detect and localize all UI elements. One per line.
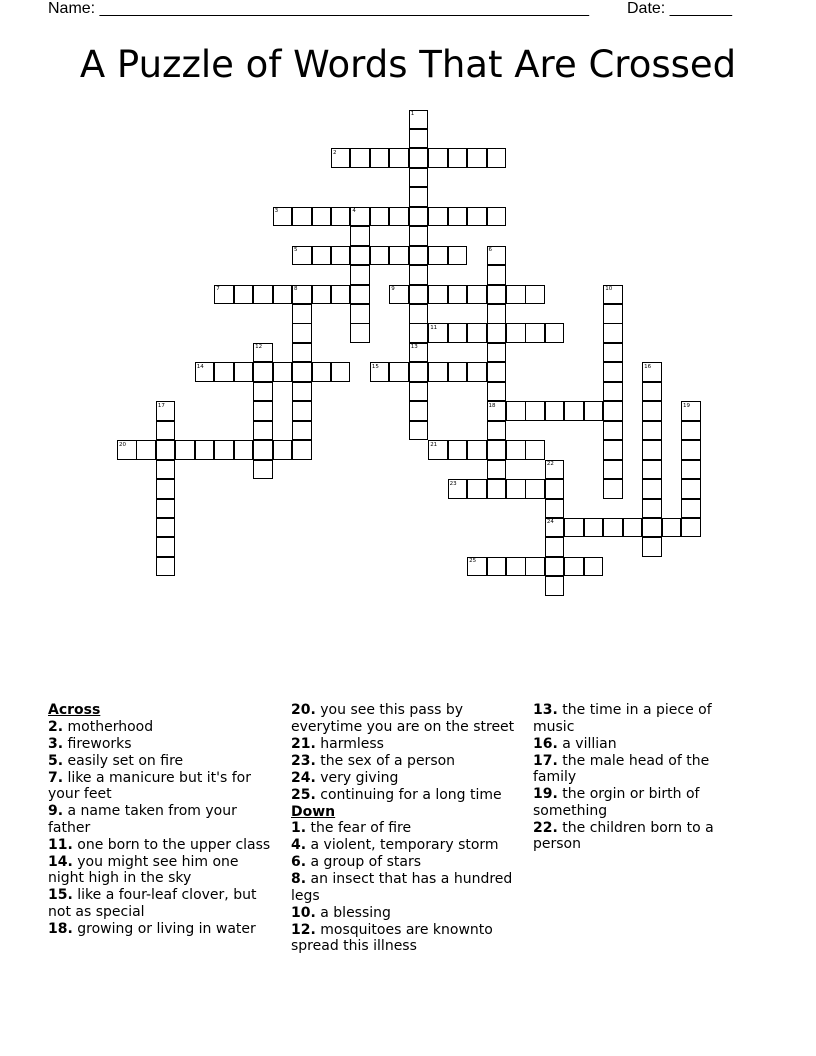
clue-number: 24. <box>291 769 316 786</box>
grid-cell[interactable] <box>253 362 273 382</box>
grid-cell[interactable] <box>409 401 429 421</box>
grid-cell[interactable] <box>273 362 293 382</box>
grid-cell[interactable] <box>448 323 468 343</box>
grid-cell[interactable] <box>409 265 429 285</box>
grid-cell[interactable] <box>506 557 526 577</box>
grid-cell[interactable] <box>603 460 623 480</box>
grid-cell[interactable] <box>603 401 623 421</box>
clue-number-label: 23 <box>449 480 457 487</box>
grid-cell[interactable] <box>603 382 623 402</box>
grid-cell[interactable] <box>292 343 312 363</box>
grid-cell[interactable] <box>642 460 662 480</box>
section-heading: Across <box>48 702 101 718</box>
clue-number-label: 11 <box>430 324 438 331</box>
grid-cell[interactable] <box>603 518 623 538</box>
grid-cell[interactable] <box>545 323 565 343</box>
clue-number: 12. <box>291 921 316 938</box>
clue-number: 1. <box>291 820 307 836</box>
grid-cell[interactable] <box>487 207 507 227</box>
grid-cell[interactable] <box>603 323 623 343</box>
grid-cell[interactable] <box>603 343 623 363</box>
clue-item <box>291 770 527 787</box>
grid-cell[interactable] <box>156 537 176 557</box>
clue-column-1 <box>48 702 276 938</box>
grid-cell[interactable] <box>389 148 409 168</box>
grid-cell[interactable] <box>409 207 429 227</box>
clue-text: one born to the upper class <box>77 836 271 853</box>
grid-cell[interactable] <box>545 557 565 577</box>
grid-cell[interactable] <box>545 499 565 519</box>
clue-number: 13. <box>533 702 558 718</box>
clue-number: 4. <box>291 837 307 853</box>
grid-cell[interactable] <box>603 440 623 460</box>
grid-cell[interactable] <box>525 285 545 305</box>
grid-cell[interactable] <box>370 207 390 227</box>
grid-cell[interactable] <box>214 440 234 460</box>
grid-cell[interactable] <box>292 304 312 324</box>
clue-item <box>48 887 276 920</box>
clue-number-label: 22 <box>546 461 554 468</box>
clue-text: like a four-leaf clover, but not as special <box>48 887 257 920</box>
clue-text: a name taken from your father <box>48 803 237 836</box>
clue-number: 18. <box>48 920 73 937</box>
clue-number-label: 12 <box>255 344 263 351</box>
clue-text: like a manicure but it's for your feet <box>48 769 251 802</box>
clue-number: 8. <box>291 871 307 887</box>
grid-cell[interactable] <box>487 343 507 363</box>
grid-cell[interactable] <box>525 479 545 499</box>
clue-number-label: 4 <box>352 208 356 215</box>
clue-number-label: 9 <box>391 286 395 293</box>
grid-cell[interactable] <box>487 304 507 324</box>
grid-cell[interactable] <box>350 246 370 266</box>
grid-cell[interactable] <box>603 362 623 382</box>
grid-cell[interactable] <box>681 440 701 460</box>
grid-cell[interactable] <box>428 148 448 168</box>
grid-cell[interactable] <box>584 401 604 421</box>
clue-item <box>291 837 527 854</box>
grid-cell[interactable] <box>331 207 351 227</box>
clue-number-label: 25 <box>469 558 477 565</box>
grid-cell[interactable] <box>506 285 526 305</box>
clue-number: 5. <box>48 752 64 769</box>
grid-cell[interactable] <box>370 148 390 168</box>
clue-text: motherhood <box>67 718 154 735</box>
grid-cell[interactable] <box>564 518 584 538</box>
clue-text: you might see him one night high in the sky <box>48 853 239 886</box>
grid-cell[interactable] <box>331 362 351 382</box>
clue-number: 19. <box>533 786 558 802</box>
grid-cell[interactable] <box>662 518 682 538</box>
grid-cell[interactable] <box>545 576 565 596</box>
clue-number-label: 24 <box>546 519 554 526</box>
grid-cell[interactable] <box>506 479 526 499</box>
grid-cell[interactable] <box>253 460 273 480</box>
grid-cell[interactable] <box>525 401 545 421</box>
grid-cell[interactable] <box>623 518 643 538</box>
grid-cell[interactable] <box>409 246 429 266</box>
grid-cell[interactable] <box>506 323 526 343</box>
clue-number: 22. <box>533 819 558 836</box>
clue-number: 17. <box>533 752 558 769</box>
grid-cell[interactable] <box>370 246 390 266</box>
grid-cell[interactable] <box>409 148 429 168</box>
clue-text: the time in a piece of music <box>533 702 712 735</box>
clue-item <box>291 736 527 753</box>
grid-cell[interactable] <box>428 207 448 227</box>
grid-cell[interactable] <box>642 440 662 460</box>
grid-cell[interactable] <box>292 382 312 402</box>
grid-cell[interactable] <box>487 382 507 402</box>
clue-text: harmless <box>320 735 384 752</box>
grid-cell[interactable] <box>331 246 351 266</box>
clue-number: 2. <box>48 718 64 735</box>
clue-column-2 <box>291 702 527 955</box>
grid-cell[interactable] <box>448 207 468 227</box>
grid-cell[interactable] <box>292 207 312 227</box>
name-field-line: Name: _______________________________________________________ <box>48 0 589 17</box>
grid-cell[interactable] <box>545 537 565 557</box>
grid-cell[interactable] <box>487 323 507 343</box>
grid-cell[interactable] <box>428 246 448 266</box>
grid-cell[interactable] <box>350 148 370 168</box>
clue-item <box>48 854 276 887</box>
grid-cell[interactable] <box>642 382 662 402</box>
clue-number-label: 17 <box>157 402 165 409</box>
grid-cell[interactable] <box>506 401 526 421</box>
clue-item <box>291 905 527 922</box>
grid-cell[interactable] <box>487 460 507 480</box>
grid-cell[interactable] <box>389 362 409 382</box>
clue-number: 6. <box>291 854 307 870</box>
clue-number-label: 2 <box>332 149 337 156</box>
grid-cell[interactable] <box>564 401 584 421</box>
clue-text: fireworks <box>67 735 132 752</box>
grid-cell[interactable] <box>312 362 332 382</box>
grid-cell[interactable] <box>156 440 176 460</box>
clue-item <box>291 871 527 904</box>
clue-number: 20. <box>291 702 316 718</box>
grid-cell[interactable] <box>642 401 662 421</box>
grid-cell[interactable] <box>467 323 487 343</box>
clue-number: 3. <box>48 735 64 752</box>
clue-item <box>291 922 527 955</box>
grid-cell[interactable] <box>428 285 448 305</box>
grid-cell[interactable] <box>409 129 429 149</box>
grid-cell[interactable] <box>642 537 662 557</box>
clue-text: the male head of the family <box>533 752 710 785</box>
grid-cell[interactable] <box>350 323 370 343</box>
grid-cell[interactable] <box>350 285 370 305</box>
grid-cell[interactable] <box>253 401 273 421</box>
grid-cell[interactable] <box>467 148 487 168</box>
grid-cell[interactable] <box>487 421 507 441</box>
clue-text: very giving <box>320 769 399 786</box>
clue-number: 23. <box>291 752 316 769</box>
section-heading: Down <box>291 803 336 820</box>
grid-cell[interactable] <box>156 557 176 577</box>
grid-cell[interactable] <box>467 207 487 227</box>
clue-number: 15. <box>48 887 73 903</box>
grid-cell[interactable] <box>584 518 604 538</box>
grid-cell[interactable] <box>292 440 312 460</box>
grid-cell[interactable] <box>350 265 370 285</box>
grid-cell[interactable] <box>642 499 662 519</box>
clue-text: the fear of fire <box>310 820 412 836</box>
grid-cell[interactable] <box>681 421 701 441</box>
grid-cell[interactable] <box>273 440 293 460</box>
grid-cell[interactable] <box>273 285 293 305</box>
grid-cell[interactable] <box>409 382 429 402</box>
grid-cell[interactable] <box>506 440 526 460</box>
clue-number-label: 1 <box>410 111 415 117</box>
clue-number: 7. <box>48 769 64 786</box>
grid-cell[interactable] <box>409 285 429 305</box>
clue-number-label: 16 <box>644 363 652 370</box>
clue-item <box>533 786 733 819</box>
grid-cell[interactable] <box>234 285 254 305</box>
grid-cell[interactable] <box>389 207 409 227</box>
clue-text: growing or living in water <box>77 920 256 937</box>
grid-cell[interactable] <box>253 285 273 305</box>
grid-cell[interactable] <box>409 304 429 324</box>
clue-text: a violent, temporary storm <box>310 837 499 853</box>
grid-cell[interactable] <box>409 226 429 246</box>
grid-cell[interactable] <box>584 557 604 577</box>
grid-cell[interactable] <box>312 207 332 227</box>
grid-cell[interactable] <box>292 421 312 441</box>
clue-number: 21. <box>291 735 316 752</box>
clue-item <box>291 787 527 804</box>
grid-cell[interactable] <box>292 401 312 421</box>
grid-cell[interactable] <box>156 518 176 538</box>
clue-number-label: 10 <box>605 286 613 293</box>
clue-number: 25. <box>291 786 316 803</box>
clue-number-label: 5 <box>294 247 298 254</box>
grid-cell[interactable] <box>136 440 156 460</box>
grid-cell[interactable] <box>234 440 254 460</box>
clue-item <box>291 702 527 735</box>
grid-cell[interactable] <box>487 265 507 285</box>
clue-text: a villian <box>562 735 617 752</box>
grid-cell[interactable] <box>409 323 429 343</box>
grid-cell[interactable] <box>195 440 215 460</box>
grid-cell[interactable] <box>409 187 429 207</box>
grid-cell[interactable] <box>467 362 487 382</box>
grid-cell[interactable] <box>681 460 701 480</box>
grid-cell[interactable] <box>545 401 565 421</box>
clue-number: 9. <box>48 803 64 819</box>
clue-number-label: 6 <box>488 247 493 254</box>
grid-cell[interactable] <box>681 479 701 499</box>
clue-text: the children born to a person <box>533 819 714 852</box>
grid-cell[interactable] <box>564 557 584 577</box>
grid-cell[interactable] <box>525 557 545 577</box>
clue-number: 16. <box>533 735 558 752</box>
grid-cell[interactable] <box>448 246 468 266</box>
grid-cell[interactable] <box>681 499 701 519</box>
clue-text: the sex of a person <box>320 752 456 769</box>
grid-cell[interactable] <box>389 246 409 266</box>
grid-cell[interactable] <box>487 285 507 305</box>
clue-number-label: 21 <box>430 441 438 448</box>
grid-cell[interactable] <box>603 421 623 441</box>
clue-number: 14. <box>48 853 73 870</box>
clue-item <box>291 753 527 770</box>
clue-text: a group of stars <box>310 854 422 870</box>
grid-cell[interactable] <box>292 323 312 343</box>
grid-cell[interactable] <box>312 285 332 305</box>
grid-cell[interactable] <box>681 518 701 538</box>
clue-text: you see this pass by everytime you are on the street <box>291 702 515 735</box>
grid-cell[interactable] <box>642 421 662 441</box>
grid-cell[interactable] <box>467 440 487 460</box>
grid-cell[interactable] <box>525 440 545 460</box>
grid-cell[interactable] <box>467 479 487 499</box>
grid-cell[interactable] <box>467 285 487 305</box>
grid-cell[interactable] <box>214 362 234 382</box>
grid-cell[interactable] <box>234 362 254 382</box>
clue-column-3 <box>533 702 733 853</box>
clue-item <box>533 820 733 853</box>
grid-cell[interactable] <box>448 440 468 460</box>
grid-cell[interactable] <box>331 285 351 305</box>
grid-cell[interactable] <box>350 304 370 324</box>
grid-cell[interactable] <box>642 479 662 499</box>
clue-text: easily set on fire <box>67 752 184 769</box>
clue-number-label: 18 <box>488 402 496 409</box>
grid-cell[interactable] <box>545 479 565 499</box>
clue-item <box>48 770 276 803</box>
grid-cell[interactable] <box>175 440 195 460</box>
clue-number-label: 20 <box>119 441 126 448</box>
grid-cell[interactable] <box>312 246 332 266</box>
clue-number-label: 8 <box>294 286 298 293</box>
grid-cell[interactable] <box>409 421 429 441</box>
grid-cell[interactable] <box>409 362 429 382</box>
clue-item <box>48 719 276 736</box>
grid-cell[interactable] <box>253 421 273 441</box>
grid-cell[interactable] <box>487 557 507 577</box>
grid-cell[interactable] <box>409 168 429 188</box>
clue-number-label: 7 <box>216 286 220 293</box>
grid-cell[interactable] <box>603 479 623 499</box>
clue-item <box>533 753 733 786</box>
grid-cell[interactable] <box>448 148 468 168</box>
grid-cell[interactable] <box>448 285 468 305</box>
clue-item <box>533 736 733 753</box>
clue-text: an insect that has a hundred legs <box>291 871 513 904</box>
clue-number-label: 19 <box>683 402 691 409</box>
grid-cell[interactable] <box>642 518 662 538</box>
grid-cell[interactable] <box>487 148 507 168</box>
grid-cell[interactable] <box>487 479 507 499</box>
grid-cell[interactable] <box>603 304 623 324</box>
clue-number-label: 14 <box>196 363 204 370</box>
grid-cell[interactable] <box>156 479 176 499</box>
grid-cell[interactable] <box>253 440 273 460</box>
date-field-line: Date: _______ <box>627 0 732 17</box>
clue-text: a blessing <box>320 904 391 921</box>
clue-number: 10. <box>291 904 316 921</box>
clue-number-label: 13 <box>410 344 418 351</box>
grid-cell[interactable] <box>428 362 448 382</box>
clue-item <box>533 702 733 735</box>
clue-number-label: 15 <box>371 363 379 370</box>
grid-cell[interactable] <box>448 362 468 382</box>
grid-cell[interactable] <box>156 421 176 441</box>
clue-number: 11. <box>48 836 73 853</box>
clue-item <box>291 820 527 837</box>
clue-text: continuing for a long time <box>320 786 502 803</box>
grid-cell[interactable] <box>253 382 273 402</box>
page-title: A Puzzle of Words That Are Crossed <box>79 43 737 86</box>
grid-cell[interactable] <box>525 323 545 343</box>
grid-cell[interactable] <box>292 362 312 382</box>
clue-item <box>291 854 527 871</box>
clue-item <box>48 803 276 836</box>
clue-number-label: 3 <box>274 208 279 215</box>
grid-cell[interactable] <box>487 362 507 382</box>
clue-item <box>48 837 276 854</box>
grid-cell[interactable] <box>487 440 507 460</box>
clue-item <box>48 753 276 770</box>
clue-item <box>48 736 276 753</box>
grid-cell[interactable] <box>350 226 370 246</box>
grid-cell[interactable] <box>156 460 176 480</box>
clue-text: the orgin or birth of something <box>533 786 700 819</box>
clue-item <box>48 921 276 938</box>
clue-text: mosquitoes are knownto spread this illness <box>291 921 493 954</box>
grid-cell[interactable] <box>156 499 176 519</box>
